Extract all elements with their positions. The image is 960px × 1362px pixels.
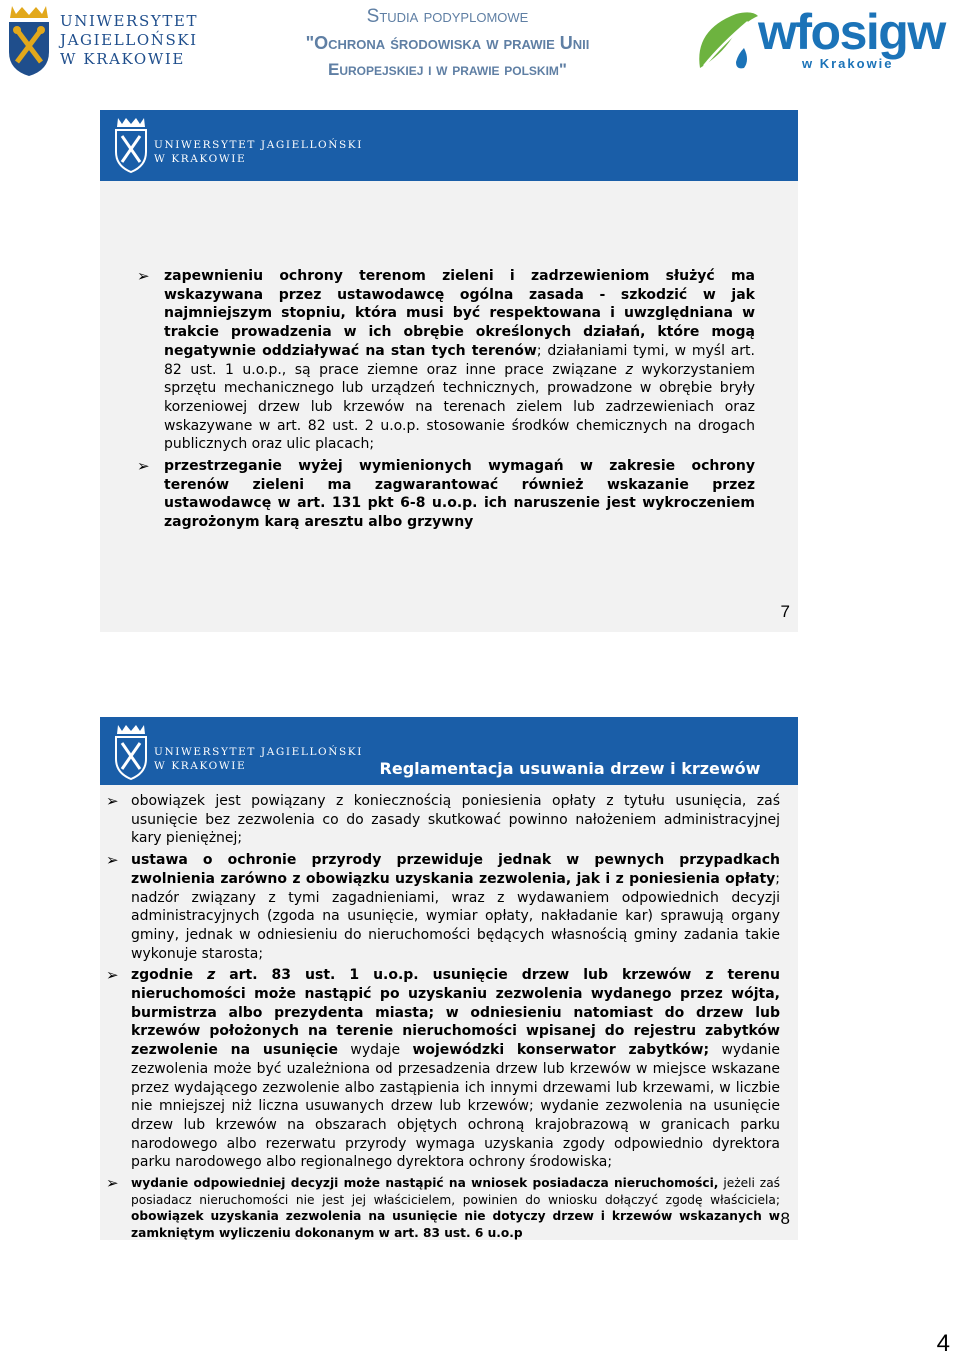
- slide-page-number: 7: [780, 602, 790, 621]
- list-item: [106, 1174, 781, 1241]
- list-item: [137, 457, 755, 532]
- bullet-arrow-icon: ➢: [137, 457, 150, 476]
- sponsor-city: w Krakowie: [802, 56, 894, 71]
- bullet-arrow-icon: ➢: [137, 267, 150, 285]
- bullet-text: ; działaniami tymi, w myśl art. 82 ust. 1 u.o.p., są prace ziemne oraz inne prace związane: [164, 342, 755, 378]
- bullet-text: art. 83 ust. 1 u.o.p. usunięcie drzew lub krzewów z terenu nieruchomości może nastąpić po uzyskaniu zezwolenia wydanego przez wójta, burmistrza albo prezydenta miasta; w odniesieniu natomiast do drzew lub krzewów położonych na terenie nieruchomości wpisanej do rejestru zabytków zezwolenie na usunięcie: [131, 967, 780, 1059]
- course-title-line1: Studia podyplomowe: [366, 6, 529, 27]
- bullet-text: zapewnieniu ochrony terenom zieleni i zadrzewieniom służyć ma wskazywana przez ustawodawcę ogólna zasada - szkodzić w jak najmniejszym stopniu, która musi być respektowana i uwzględniana w trakcie prowadzenia w ich obrębie określonych działań, które mogą negatywnie oddziaływać na stan tych terenów: [164, 268, 755, 359]
- bullet-arrow-icon: ➢: [106, 851, 119, 870]
- bullet-text: wydanie zezwolenia może być uzależniona od przesadzenia drzew lub krzewów w miejsce wskazane przez wydającego zezwolenie albo zastąpienia ich innymi drzewami lub krzewami, w liczbie nie mniejszej niż liczna usuwanych drzew lub krzewów; wydanie zezwolenia na usunięcie drzew lub krzewów na obszarach objętych ochroną krajobrazową w granicach parku narodowego albo rezerwatu przyrody wymaga uzyskania zgody odpowiednio dyrektora parku narodowego albo regionalnego dyrektora ochrony środowiska;: [131, 1042, 781, 1171]
- slide-7: [100, 110, 798, 632]
- bullet-text: z: [625, 361, 633, 378]
- slide-banner: [100, 717, 798, 785]
- university-name: UNIWERSYTET JAGIELLOŃSKI W KRAKOWIE: [60, 12, 199, 68]
- uj-crest-icon: [6, 4, 52, 78]
- bullet-text: przestrzeganie wyżej wymienionych wymagań w zakresie ochrony terenów zieleni ma zagwarantować również wskazanie przez ustawodawcę w art. 131 pkt 6-8 u.o.p. ich naruszenie jest wykroczeniem zagrożonym karą aresztu albo grzywny: [164, 458, 755, 531]
- course-title-line2: "Ochrona środowiska w prawie Unii: [305, 33, 590, 53]
- uj-crest-icon: [114, 116, 148, 174]
- bullet-text: wykorzystaniem sprzętu mechanicznego lub urządzeń technicznych, prowadzone w obrębie bryły korzeniowej drzew lub krzewów na terenach zielem lub zadrzewieniach oraz wskazywane w art. 82 ust. 2 u.o.p. stosowanie środków chemicznych na drogach publicznych oraz ulic placach;: [164, 361, 755, 453]
- slide-page-number: 8: [780, 1209, 790, 1228]
- slide-8: [100, 717, 798, 1240]
- wfosigw-leaf-icon: [692, 8, 762, 76]
- course-title: [245, 5, 650, 83]
- university-logo: [6, 4, 199, 80]
- bullet-arrow-icon: ➢: [106, 966, 119, 985]
- list-item: [137, 267, 755, 454]
- bullet-text: wydanie odpowiedniej decyzji może nastąpić na wniosek posiadacza nieruchomości,: [131, 1176, 719, 1191]
- bullet-text: obowiązek uzyskania zezwolenia na usunięcie nie dotyczy drzew i krzewów wskazanych w zamkniętym wyliczeniu dokonanym w art. 83 ust. 6 u.o.p: [131, 1209, 780, 1240]
- sheet-page-number: 4: [936, 1330, 950, 1357]
- sponsor-logo: [692, 4, 945, 76]
- slide-banner: [100, 110, 798, 181]
- slide-title: Reglamentacja usuwania drzew i krzewów: [379, 759, 761, 778]
- bullet-arrow-icon: ➢: [106, 792, 119, 810]
- banner-university-name: UNIWERSYTET JAGIELLOŃSKI W KRAKOWIE: [154, 139, 363, 165]
- uj-crest-icon: [114, 723, 148, 781]
- course-title-line3: Europejskiej i w prawie polskim": [328, 60, 567, 79]
- bullet-list: [106, 792, 781, 1244]
- banner-university-name: UNIWERSYTET JAGIELLOŃSKI W KRAKOWIE: [154, 746, 363, 772]
- bullet-arrow-icon: ➢: [106, 1174, 119, 1193]
- bullet-text: obowiązek jest powiązany z koniecznością poniesienia opłaty z tytułu usunięcia, zaś usunięcie bez zezwolenia co do zasady skutkować powinno nałożeniem administracyjnej kary pieniężnej;: [131, 793, 780, 847]
- bullet-text: z: [207, 967, 216, 984]
- bullet-text: wydaje: [338, 1042, 413, 1059]
- bullet-text: zgodnie: [131, 967, 208, 984]
- bullet-text: ustawa o ochronie przyrody przewiduje jednak w pewnych przypadkach zwolnienia zarówno z obowiązku uzyskania zezwolenia, jak i z poniesienia opłaty: [131, 852, 780, 887]
- sponsor-brand: wfosigw: [758, 4, 945, 60]
- list-item: [106, 851, 780, 963]
- list-item: [106, 792, 780, 848]
- bullet-text: jeżeli zaś posiadacz nieruchomości nie jest jej właścicielem, powinien do wniosku dołączyć zgodę właściciela;: [131, 1176, 781, 1207]
- bullet-text: wojewódzki konserwator zabytków;: [412, 1042, 710, 1059]
- list-item: [106, 966, 781, 1172]
- bullet-text: ; nadzór związany z tymi zagadnieniami, wraz z wydawaniem odpowiednich decyzji administracyjnych (zgoda na usunięcie, wymiar opłaty, nakładanie kar) sprawują organy gminy, jednak w odniesieniu do nieruchomości będących własnością gminy zadania takie wykonuje starosta;: [131, 870, 780, 962]
- bullet-list: [137, 267, 755, 535]
